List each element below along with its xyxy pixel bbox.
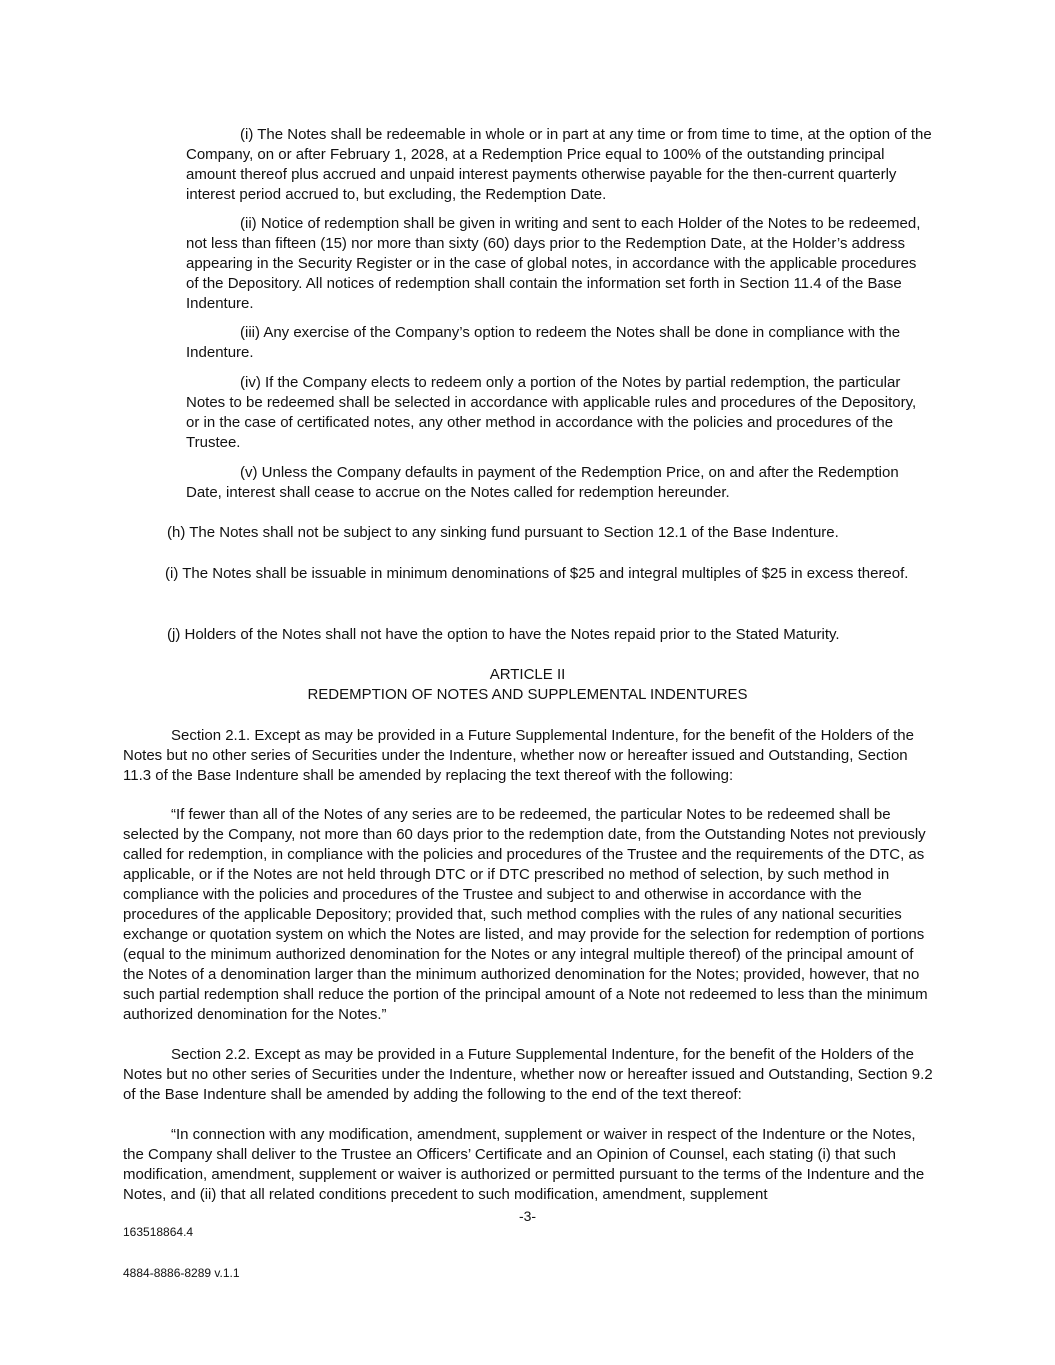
clause-g-iii: (iii) Any exercise of the Company’s option to redeem the Notes shall be done in compliance with the Indenture. [186,324,901,361]
page-number: -3- [518,1208,537,1224]
clause-g-ii: (ii) Notice of redemption shall be given in writing and sent to each Holder of the Notes to be redeemed, not less than fifteen (15) nor more than sixty (60) days prior to the Redemption Date, at the Holder’s address appearing in the Security Register or in the case of global notes, in accordance with the applicable procedures of the Depository. All notices of redemption shall contain the information set forth in Section 11.4 of the Base Indenture. [186,215,921,312]
doc-id: 163518864.4 [123,1225,194,1239]
section-2-2-intro: Section 2.2. Except as may be provided in a Future Supplemental Indenture, for the benefit of the Holders of the Notes but no other series of Securities under the Indenture, whether now or hereafter issued and Outstanding, Section 9.2 of the Base Indenture shall be amended by adding the following to the end of the text thereof: [123,1046,933,1103]
clause-g-iv: (iv) If the Company elects to redeem only a portion of the Notes by partial redemption, the particular Notes to be redeemed shall be selected in accordance with applicable rules and procedures of the Depository, or in the case of certificated notes, any other method in accordance with the policies and procedures of the Trustee. [186,374,917,451]
section-2-1-quote: “If fewer than all of the Notes of any series are to be redeemed, the particular Notes to be redeemed shall be selected by the Company, not more than 60 days prior to the redemption date, from the Outstanding Notes not previously called for redemption, in compliance with the policies and procedures of the Trustee and the requirements of the DTC, as applicable, or if the Notes are not held through DTC or if DTC prescribed no method of selection, by such method in compliance with the policies and procedures of the Trustee and subject to and otherwise in accordance with the procedures of the applicable Depository; provided that, such method complies with the rules of any national securities exchange or quotation system on which the Notes are listed, and may provide for the selection for redemption of portions (equal to the minimum authorized denomination for the Notes or any integral multiple thereof) of the principal amount of the Notes of a denomination larger than the minimum authorized denomination for the Notes; provided, however, that no such partial redemption shall reduce the portion of the principal amount of a Note not redeemed to less than the minimum authorized denomination for the Notes.” [123,806,928,1023]
clause-i: (i) The Notes shall be issuable in minimum denominations of $25 and integral multiples of $25 in excess thereof. [165,565,909,582]
doc-version: 4884-8886-8289 v.1.1 [123,1266,240,1280]
clause-h: (h) The Notes shall not be subject to any sinking fund pursuant to Section 12.1 of the Base Indenture. [167,524,839,541]
article-number: ARTICLE II [489,666,566,683]
article-title: REDEMPTION OF NOTES AND SUPPLEMENTAL INDENTURES [307,686,748,703]
section-2-1-intro: Section 2.1. Except as may be provided in a Future Supplemental Indenture, for the benefit of the Holders of the Notes but no other series of Securities under the Indenture, whether now or hereafter issued and Outstanding, Section 11.3 of the Base Indenture shall be amended by replacing the text thereof with the following: [123,727,914,784]
clause-j: (j) Holders of the Notes shall not have the option to have the Notes repaid prior to the Stated Maturity. [167,626,840,643]
clause-g-i: (i) The Notes shall be redeemable in whole or in part at any time or from time to time, at the option of the Company, on or after February 1, 2028, at a Redemption Price equal to 100% of the outstanding principal amount thereof plus accrued and unpaid interest payments otherwise payable for the then-current quarterly interest period accrued to, but excluding, the Redemption Date. [186,126,932,203]
clause-g-v: (v) Unless the Company defaults in payment of the Redemption Price, on and after the Redemption Date, interest shall cease to accrue on the Notes called for redemption hereunder. [186,464,899,501]
section-2-2-quote: “In connection with any modification, amendment, supplement or waiver in respect of the Indenture or the Notes, the Company shall deliver to the Trustee an Officers’ Certificate and an Opinion of Counsel, each stating (i) that such modification, amendment, supplement or waiver is authorized or permitted pursuant to the terms of the Indenture and the Notes, and (ii) that all related conditions precedent to such modification, amendment, supplement [123,1126,925,1203]
